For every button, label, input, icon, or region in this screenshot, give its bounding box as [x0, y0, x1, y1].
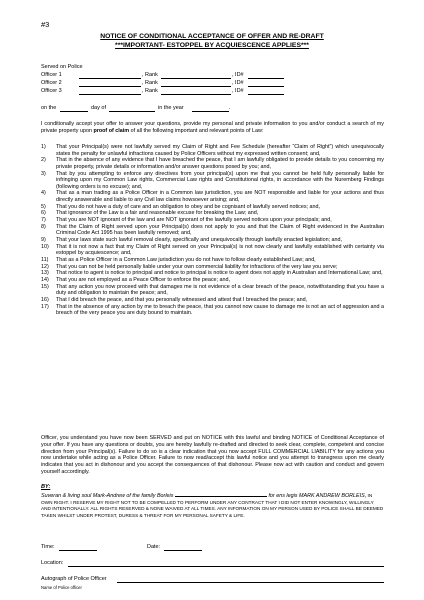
- officer-label: Officer 3: [41, 88, 62, 94]
- item-number: 11): [41, 257, 49, 264]
- id-label: , ID#: [232, 88, 244, 94]
- date-on-label: on the: [41, 105, 57, 111]
- officer-name-field[interactable]: [79, 94, 141, 95]
- date-field[interactable]: [164, 550, 202, 551]
- item-text: That you are NOT ignorant of the law and are NOT ignorant of the lawfully served notices upon your principals; and,: [56, 217, 332, 224]
- intro-bold: proof of claim: [93, 127, 130, 134]
- intro-paragraph: [41, 121, 384, 135]
- autograph-label: Autograph of Police Officer: [41, 576, 107, 582]
- id-label: , ID#: [232, 80, 244, 86]
- id-field[interactable]: [248, 78, 284, 79]
- item-number: 13): [41, 270, 49, 277]
- list-item: [41, 284, 384, 297]
- item-number: 8): [41, 223, 46, 230]
- served-on-label: Served on Police: [41, 64, 83, 70]
- officer-label: Officer 2: [41, 80, 62, 86]
- item-number: 4): [41, 190, 46, 197]
- by-label: BY:: [41, 484, 51, 490]
- officer-name-field[interactable]: [79, 86, 141, 87]
- officer-name-field[interactable]: [79, 78, 141, 79]
- date-end: .: [229, 105, 231, 111]
- item-text: That ignorance of the Law is a fair and reasonable excuse for breaking the Law; and,: [56, 210, 259, 217]
- location-field[interactable]: [68, 566, 384, 567]
- item-text: That in the absence of any evidence that I have breached the peace, that I am lawfully obligated to provide details to you concerning my private property, private details or information and/or answer questions posed by you; and,: [56, 157, 384, 170]
- rank-field[interactable]: [161, 94, 231, 95]
- year-field[interactable]: [192, 111, 229, 112]
- day-of-label: day of: [91, 105, 106, 111]
- intro-text: I conditionally accept your offer to answer your questions, provide my personal and private information to you and/or conduct a search of my private property upon: [41, 121, 384, 134]
- officer-notice-paragraph: Officer, you understand you have now been SERVED and put on NOTICE with this lawful and binding NOTICE of Conditional Acceptance of your offer. If you have any questions or doubts, you are hereby lawfully re-drafted and directed to seek clear, complete, competent and concise direction from your Principal(s). Failure to do so is a clear indication that you now accept FULL COMMERCIAL LIABILITY for any actions you now undertake while acting as a Police Officer. Failure to now read/accept this lawful notice and you attempt to transgress upon me clearly indicates that you act in dishonour and you accept the consequences of that dishonour. Please now act with caution and conduct and govern yourself accordingly.: [41, 435, 384, 475]
- list-item: [41, 257, 384, 264]
- list-item: [41, 190, 384, 203]
- list-item: [41, 304, 384, 317]
- rank-field[interactable]: [161, 78, 231, 79]
- list-item: [41, 224, 384, 237]
- item-text: That your laws state such lawful removal clearly, specifically and unequivocally through lawfully enacted legislation; and,: [56, 237, 343, 244]
- item-number: 2): [41, 157, 46, 164]
- officer-label: Officer 1: [41, 72, 62, 78]
- rank-label: , Rank: [142, 80, 158, 86]
- id-field[interactable]: [248, 94, 284, 95]
- signatory-name: Suveran & living soul Mark-Andrew of the family Borleis: [41, 493, 174, 499]
- signatory-signature-line[interactable]: [175, 496, 267, 497]
- list-item: [41, 277, 384, 284]
- item-number: 17): [41, 303, 49, 310]
- item-number: 7): [41, 217, 46, 224]
- document-subtitle: ***IMPORTANT- ESTOPPEL BY ACQUIESCENCE APPLIES***: [115, 42, 309, 49]
- item-text: That it is not now a fact that my Claim of Right served on your Principal(s) is not now clearly and lawfully established with certainty via estoppel by acquiescence; and,: [56, 243, 384, 257]
- item-text: That you do not have a duty of care and an obligation to obey and be cognisant of lawfully served notices; and,: [56, 203, 321, 210]
- list-item: [41, 157, 384, 170]
- item-text: That as a Police Officer in a Common Law jurisdiction you do not have to follow clearly established Law; and,: [56, 257, 316, 264]
- list-item: [41, 210, 384, 217]
- reservation-text: IN OWN RIGHT. I RESERVE MY RIGHT NOT TO BE COMPELLED TO PERFORM UNDER ANY CONTRACT THAT I DID NOT ENTER KNOWINGLY, WILLINGLY AND INTENTIONALLY. ALL RIGHTS RESERVED & NONE WAIVED AT ALL TIMES. ANY INFORMATION ON MY PERSON USED BY POLICE SHALL BE DEEMED TAKEN WHILST UNDER PROTEST, DURESS & THREAT FOR MY PERSONAL SAFETY & LIFE.: [41, 493, 384, 518]
- item-number: 3): [41, 170, 46, 177]
- claims-list: [41, 144, 384, 317]
- item-number: 14): [41, 277, 49, 284]
- list-item: [41, 204, 384, 211]
- day-field[interactable]: [60, 111, 88, 112]
- item-number: 9): [41, 237, 46, 244]
- list-item: [41, 270, 384, 277]
- date-label: Date:: [147, 544, 161, 550]
- id-label: , ID#: [232, 72, 244, 78]
- item-text: That your Principal(s) were not lawfully served my Claim of Right and Fee Schedule (hereafter “Claim of Right”) which unequivocally states the penalty for unlawful infractions caused by Police Officers without my expressed written consent; and,: [56, 144, 384, 157]
- list-item: [41, 264, 384, 271]
- location-label: Location:: [41, 560, 64, 566]
- item-text: That I did breach the peace, and that you personally witnessed and attest that I breached the peace; and,: [56, 297, 308, 304]
- autograph-field[interactable]: [117, 582, 384, 583]
- item-number: 1): [41, 144, 46, 150]
- item-text: That notice to agent is notice to principal and notice to principal is notice to agent does not apply in Australian and International Law; and,: [56, 270, 383, 277]
- year-label: in the year: [158, 105, 184, 111]
- ens-legis-name: BORLEIS,: [341, 493, 367, 499]
- name-label: Name of Police officer: [41, 585, 82, 590]
- document-ref: #3: [41, 20, 50, 29]
- item-number: 15): [41, 283, 49, 290]
- document-title: NOTICE OF CONDITIONAL ACCEPTANCE OF OFFER AND RE-DRAFT: [100, 33, 324, 40]
- list-item: [41, 297, 384, 304]
- list-item: [41, 144, 384, 157]
- item-number: 5): [41, 203, 46, 210]
- rank-label: , Rank: [142, 72, 158, 78]
- rank-field[interactable]: [161, 86, 231, 87]
- item-text: That by you attempting to enforce any directives from your principal(s) upon me that you cannot be held fully personally liable for infringing upon my Common Law rights, Commercial Law rights and Constitutional rights, in accordance with the Nuremberg Findings (following orders is no excuse); and,: [56, 170, 384, 190]
- signatory-block: [41, 493, 384, 519]
- intro-text-end: of all the following important and relevant points of Law:: [129, 127, 264, 134]
- item-number: 12): [41, 263, 49, 270]
- list-item: [41, 171, 384, 191]
- id-field[interactable]: [248, 86, 284, 87]
- list-item: [41, 237, 384, 244]
- time-field[interactable]: [59, 550, 97, 551]
- list-item: [41, 244, 384, 257]
- item-text: That in the absence of any action by me to breach the peace, that you cannot now cause to damage me is not an act of aggression and a breach of the very peace you are duty bound to maintain.: [56, 303, 384, 317]
- item-text: That as a man trading as a Police Officer in a Common law jurisdiction, you are NOT responsible and liable for your actions and thus directly answerable and liable to any Civil law claims howsoever arising; and,: [56, 190, 384, 204]
- item-number: 6): [41, 210, 46, 217]
- item-text: That you are not employed as a Peace Officer to enforce the peace; and,: [56, 277, 231, 284]
- item-text: That the Claim of Right served upon your Principal(s) does not apply to you and that the Claim of Right evidenced in the Australian Criminal Code Act 1995 has been lawfully removed; and,: [56, 223, 384, 237]
- item-number: 10): [41, 243, 49, 250]
- month-field[interactable]: [109, 111, 155, 112]
- item-number: 16): [41, 297, 49, 304]
- rank-label: , Rank: [142, 88, 158, 94]
- list-item: [41, 217, 384, 224]
- item-text: That you can not be held personally liable under your own commercial liability for infractions of the very law you serve;: [56, 263, 338, 270]
- item-text: That any action you now proceed with that damages me is not evidence of a clear breach of the peace, notwithstanding that you have a duty and obligation to maintain the peace; and,: [56, 283, 384, 297]
- time-label: Time:: [41, 544, 55, 550]
- ens-legis-text: for ens legis MARK ANDREW: [268, 493, 340, 499]
